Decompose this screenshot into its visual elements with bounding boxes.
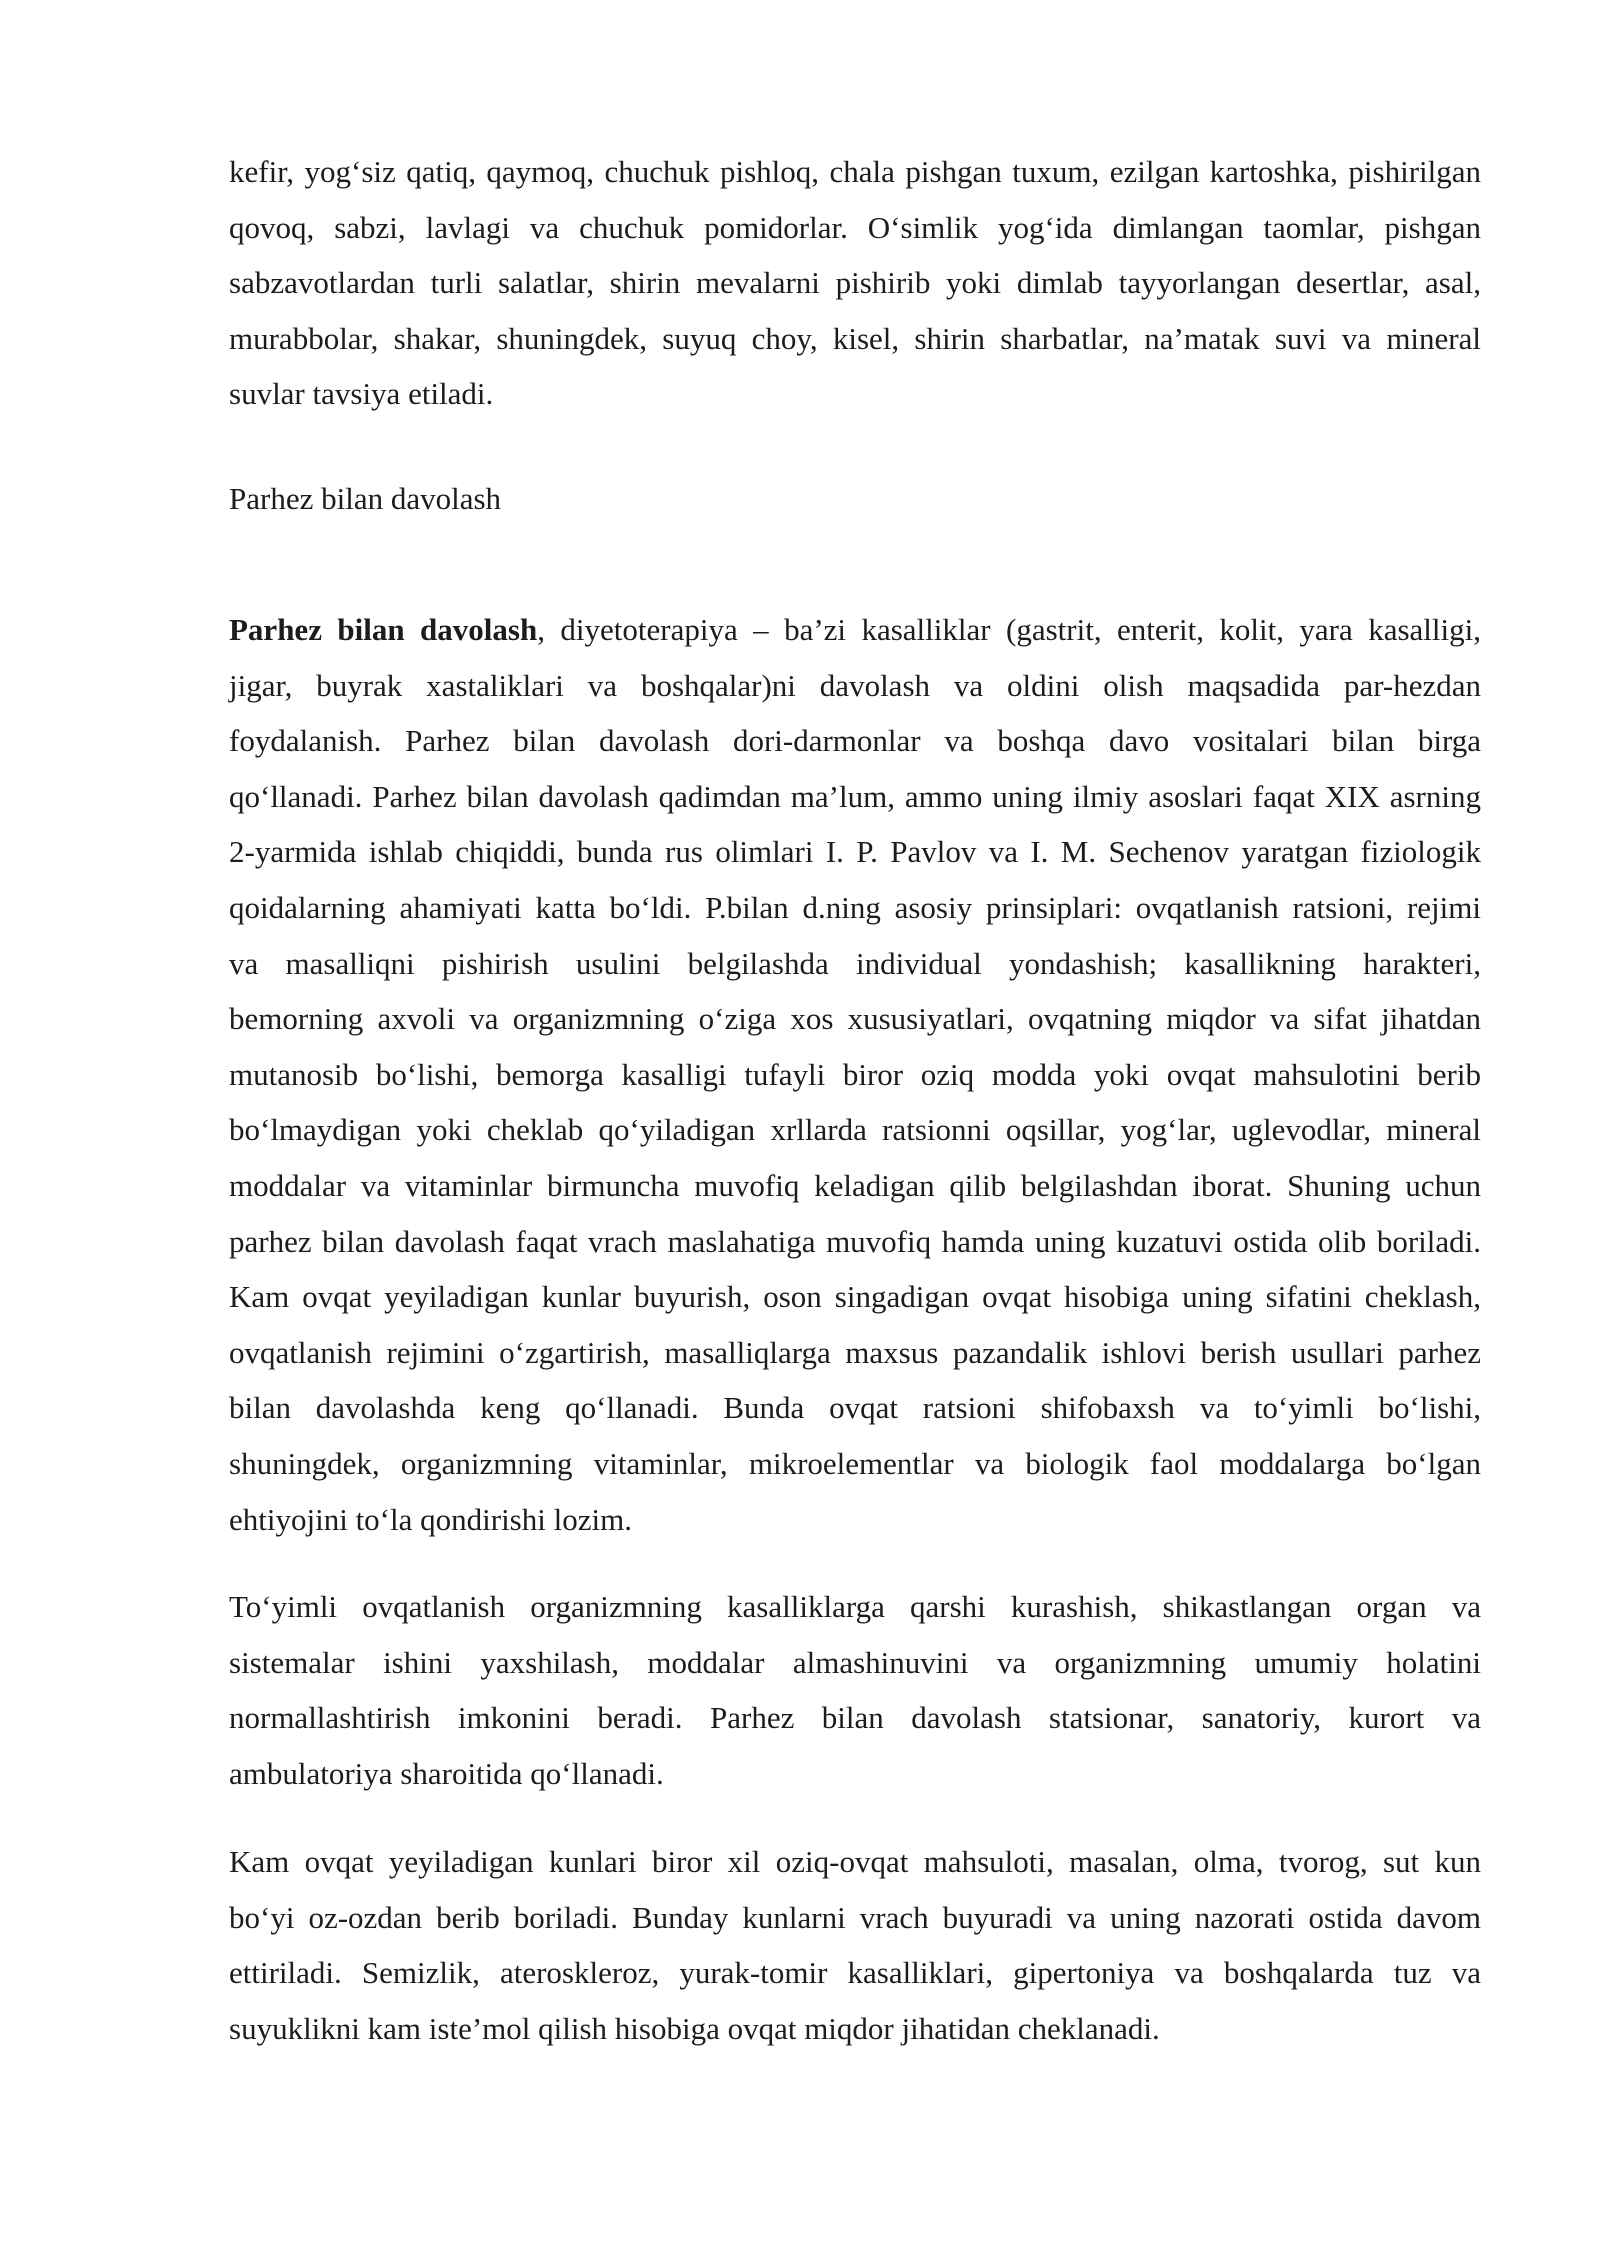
text-line: qo‘llanadi. Parhez bilan davolash qadimdan ma’lum, ammo uning ilmiy asoslari faqat XIX asrning [229,778,1481,814]
text-line: suyuklikni kam iste’mol qilish hisobiga ovqat miqdor jihatidan cheklanadi. [229,2010,1160,2046]
text-line [229,602,1481,658]
text-line: shuningdek, organizmning vitaminlar, mikroelementlar va biologik faol moddalarga bo‘lgan [229,1445,1481,1481]
text-line: qoidalarning ahamiyati katta bo‘ldi. P.bilan d.ning asosiy prinsiplari: ovqatlanish ratsioni, rejimi [229,889,1481,925]
text-line: ettiriladi. Semizlik, ateroskleroz, yurak-tomir kasalliklari, gipertoniya va boshqalarda tuz va [229,1955,1481,1991]
text-line: mutanosib bo‘lishi, bemorga kasalligi tufayli biror oziq modda yoki ovqat mahsulotini berib [229,1056,1481,1092]
text-line: murabbolar, shakar, shuningdek, suyuq choy, kisel, shirin sharbatlar, na’matak suvi va mineral [229,320,1481,356]
text-line: Kam ovqat yeyiladigan kunlari biror xil oziq-ovqat mahsuloti, masalan, olma, tvorog, sut kun [229,1844,1481,1879]
text-line: sabzavotlardan turli salatlar, shirin mevalarni pishirib yoki dimlab tayyorlangan desertlar, asal, [229,265,1481,301]
text-line: normallashtirish imkonini beradi. Parhez bilan davolash statsionar, sanatoriy, kurort va [229,1700,1481,1736]
text-line: ambulatoriya sharoitida qo‘llanadi. [229,1755,664,1791]
text-line: moddalar va vitaminlar birmuncha muvofiq keladigan qilib belgilashdan iborat. Shuning uchun [229,1167,1481,1203]
paragraph-diet-foods [229,144,1481,422]
text-line: kefir, yog‘siz qatiq, qaymoq, chuchuk pishloq, chala pishgan tuxum, ezilgan kartoshka, pishirilgan [229,154,1481,189]
text-line: qovoq, sabzi, lavlagi va chuchuk pomidorlar. O‘simlik yog‘ida dimlangan taomlar, pishgan [229,209,1481,245]
text-line: jigar, buyrak xastaliklari va boshqalar)ni davolash va oldini olish maqsadida par-hezdan [229,667,1481,703]
text-line: bilan davolashda keng qo‘llanadi. Bunda ovqat ratsioni shifobaxsh va to‘yimli bo‘lishi, [229,1390,1481,1426]
text-line: Kam ovqat yeyiladigan kunlar buyurish, oson singadigan ovqat hisobiga uning sifatini cheklash, [229,1279,1481,1315]
text-line: To‘yimli ovqatlanish organizmning kasalliklarga qarshi kurashish, shikastlangan organ va [229,1589,1481,1624]
text-line: ehtiyojini to‘la qondirishi lozim. [229,1501,632,1537]
text-line: sistemalar ishini yaxshilash, moddalar almashinuvini va organizmning umumiy holatini [229,1644,1481,1680]
text-line-rest: , diyetoterapiya – ba’zi kasalliklar (gastrit, enterit, kolit, yara kasalligi, [537,612,1481,647]
text-line: foydalanish. Parhez bilan davolash dori-darmonlar va boshqa davo vositalari bilan birga [229,723,1481,759]
text-line: 2-yarmida ishlab chiqiddi, bunda rus olimlari I. P. Pavlov va I. M. Sechenov yaratgan fiziologik [229,834,1481,870]
text-line: bo‘lmaydigan yoki cheklab qo‘yiladigan xrllarda ratsionni oqsillar, yog‘lar, uglevodlar, mineral [229,1112,1481,1148]
text-line: suvlar tavsiya etiladi. [229,376,494,412]
text-line: bo‘yi oz-ozdan berib boriladi. Bunday kunlarni vrach buyuradi va uning nazorati ostida davom [229,1899,1481,1935]
text-line: ovqatlanish rejimini o‘zgartirish, masalliqlarga maxsus pazandalik ishlovi berish usullari parhez [229,1334,1481,1370]
paragraph-nutrition-benefits [229,1579,1481,1801]
text-line: parhez bilan davolash faqat vrach maslahatiga muvofiq hamda uning kuzatuvi ostida olib boriladi. [229,1223,1481,1259]
text-line: va masalliqni pishirish usulini belgilashda individual yondashish; kasallikning harakteri, [229,945,1481,981]
section-heading: Parhez bilan davolash [229,481,502,516]
bold-term: Parhez bilan davolash [229,612,538,647]
text-line: bemorning axvoli va organizmning o‘ziga xos xususiyatlari, ovqatning miqdor va sifat jihatdan [229,1001,1481,1037]
paragraph-diet-therapy-definition [229,602,1481,1547]
paragraph-fasting-days [229,1834,1481,2056]
